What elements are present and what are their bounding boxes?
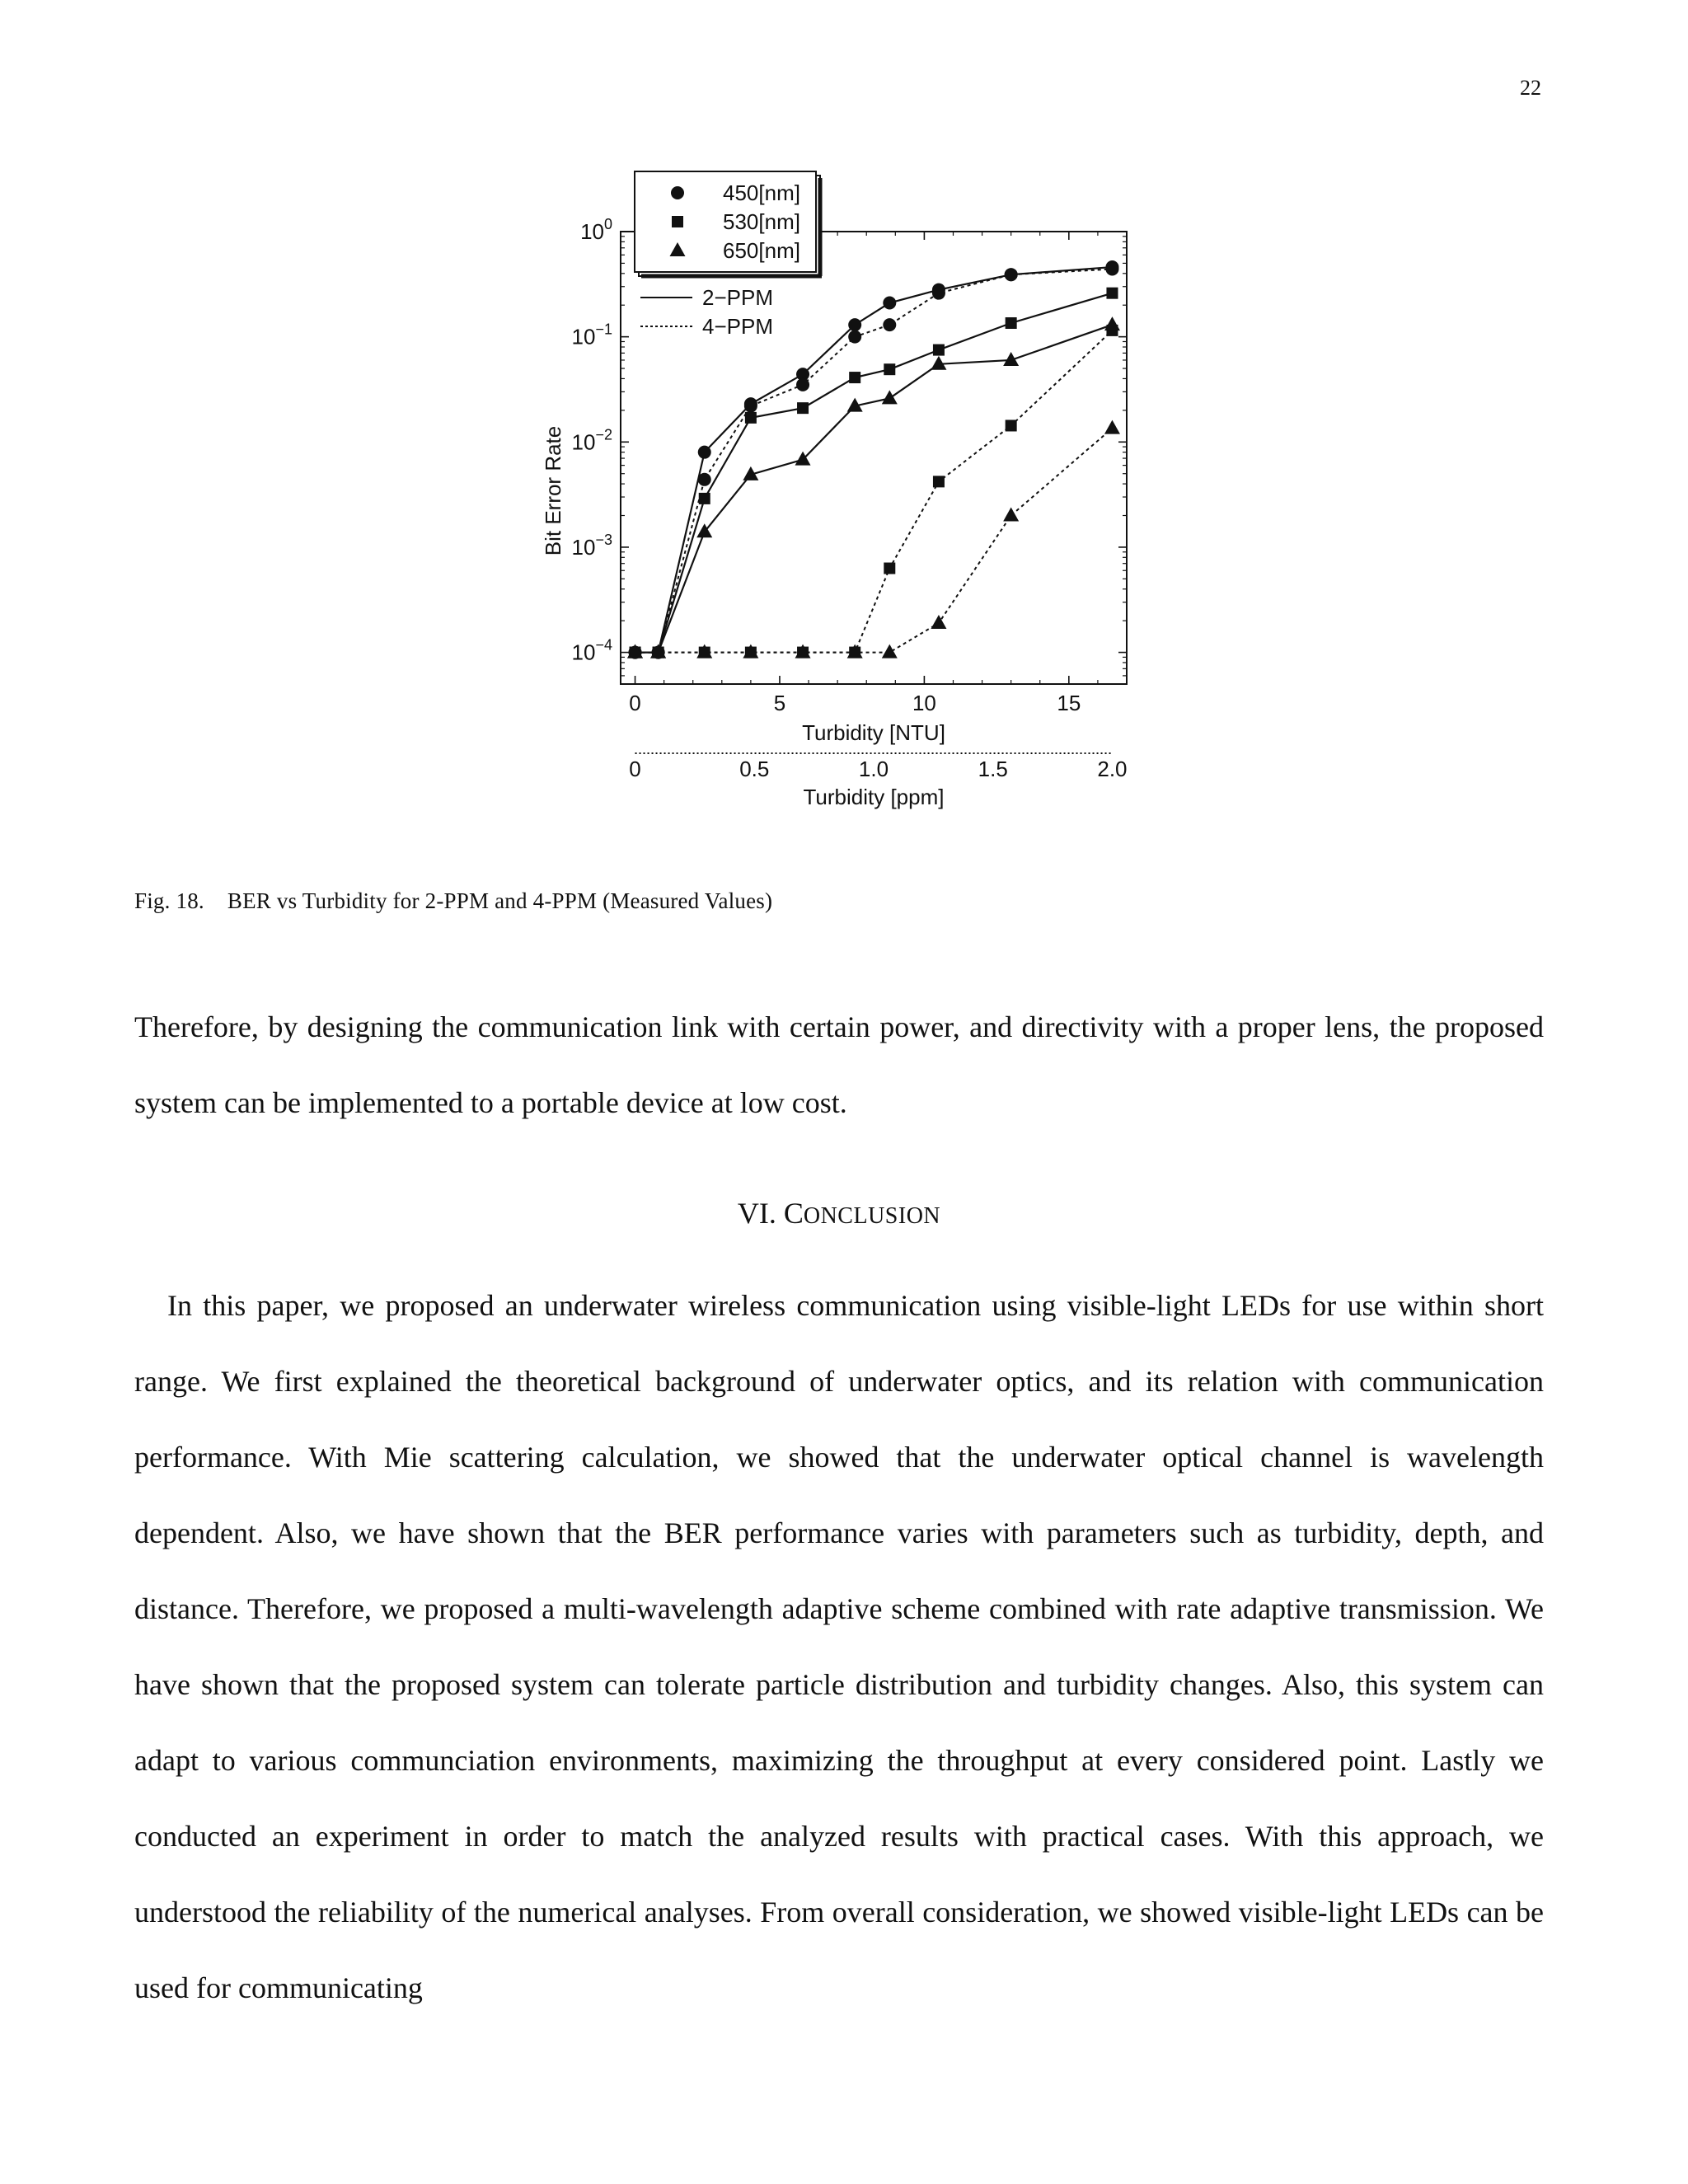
legend-line-label: 4−PPM <box>702 314 773 339</box>
data-point <box>1104 420 1120 434</box>
x-tick-label: 0 <box>629 691 641 715</box>
ppm-tick-label: 0 <box>629 757 641 781</box>
x-tick-label: 10 <box>912 691 936 715</box>
ppm-tick-label: 1.5 <box>978 757 1008 781</box>
y-tick-exp: −3 <box>595 531 612 548</box>
legend-label: 450[nm] <box>723 180 800 205</box>
x-axis-label: Turbidity [NTU] <box>802 720 945 745</box>
ber-chart <box>528 157 1154 832</box>
data-point <box>848 330 861 344</box>
data-point <box>1003 508 1019 522</box>
section-heading <box>134 1196 1544 1230</box>
data-point <box>796 378 809 391</box>
data-point <box>883 297 896 310</box>
data-point <box>1104 316 1120 330</box>
y-tick-base: 10 <box>571 640 596 665</box>
y-tick-label <box>572 532 612 560</box>
legend-line-label: 2−PPM <box>702 285 773 310</box>
y-tick-exp: −1 <box>595 321 612 338</box>
data-point <box>1005 268 1018 281</box>
data-point <box>848 318 861 331</box>
x-tick-label: 15 <box>1057 691 1081 715</box>
y-tick-exp: −4 <box>595 636 612 654</box>
ppm-tick-label: 2.0 <box>1097 757 1128 781</box>
y-tick-base: 10 <box>571 429 596 455</box>
data-point <box>882 390 898 404</box>
legend-label: 650[nm] <box>723 238 800 263</box>
series-3 <box>630 325 1118 658</box>
data-point <box>1006 317 1017 329</box>
x-tick-label: 5 <box>773 691 786 715</box>
ppm-tick-label: 1.0 <box>858 757 889 781</box>
legend-marker <box>671 186 684 199</box>
data-point <box>932 287 945 300</box>
data-point <box>698 473 711 486</box>
section-number: VI. <box>737 1197 776 1230</box>
y-tick-label <box>580 216 612 244</box>
data-point <box>698 446 711 459</box>
plot-frame <box>621 232 1127 684</box>
y-tick-exp: −2 <box>595 426 612 443</box>
series-2 <box>630 288 1118 658</box>
y-tick-label <box>572 321 612 349</box>
ppm-tick-label: 0.5 <box>739 757 770 781</box>
y-tick-base: 10 <box>571 324 596 349</box>
series-line <box>635 293 1113 653</box>
section-title-rest: ONCLUSION <box>803 1203 941 1229</box>
section-title-initial: C <box>783 1197 804 1230</box>
data-point <box>1105 263 1118 276</box>
data-point <box>933 344 945 356</box>
y-tick-label <box>572 426 612 454</box>
y-axis-label: Bit Error Rate <box>541 425 565 556</box>
data-point <box>849 372 860 383</box>
data-point <box>882 644 898 658</box>
paragraph-conclusion: In this paper, we proposed an underwater wireless communication using visible-light LEDs for use within short range. We first explained the theoretical background of underwater optics, and its relation with communication performance. With Mie scattering calculation, we showed that the underwater optical channel is wavelength dependent. Also, we have shown that the BER performance varies with parameters such as turbidity, depth, and distance. Therefore, we proposed a multi-wavelength adaptive scheme combined with rate adaptive transmission. We have shown that the proposed system can tolerate particle distribution and turbidity changes. Also, this system can adapt to various communciation environments, maximizing the throughput at every considered point. Lastly we conducted an experiment in order to match the analyzed results with practical cases. With this approach, we understood the reliability of the numerical analyses. From overall consideration, we showed visible-light LEDs can be used for communicating <box>134 1289 1544 2004</box>
y-tick-base: 10 <box>580 219 604 244</box>
series-line <box>635 429 1113 653</box>
page-number: 22 <box>1520 76 1541 100</box>
data-point <box>884 563 895 574</box>
caption-text: BER vs Turbidity for 2-PPM and 4-PPM (Measured Values) <box>227 888 773 913</box>
ber-figure <box>528 157 1154 832</box>
legend-label: 530[nm] <box>723 209 800 234</box>
data-point <box>1006 419 1017 431</box>
paragraph-intro: Therefore, by designing the communication link with certain power, and directivity with a proper lens, the proposed system can be implemented to a portable device at low cost. <box>134 1010 1544 1119</box>
data-point <box>883 318 896 331</box>
data-point <box>931 356 946 370</box>
caption-label: Fig. 18. <box>134 888 204 913</box>
series-line <box>635 330 1113 653</box>
data-point <box>1106 288 1118 299</box>
data-point <box>744 400 757 413</box>
legend-marker <box>672 216 683 227</box>
y-tick-exp: 0 <box>603 216 612 232</box>
data-point <box>745 412 757 424</box>
y-tick-label <box>572 637 612 665</box>
data-point <box>699 493 710 504</box>
y-tick-base: 10 <box>571 534 596 560</box>
ppm-axis-label: Turbidity [ppm] <box>803 785 945 809</box>
data-point <box>797 402 809 414</box>
data-point <box>884 363 895 375</box>
legend <box>635 171 822 339</box>
data-point <box>931 615 946 629</box>
data-point <box>933 476 945 487</box>
figure-caption <box>134 888 772 914</box>
series-4 <box>627 316 1120 658</box>
